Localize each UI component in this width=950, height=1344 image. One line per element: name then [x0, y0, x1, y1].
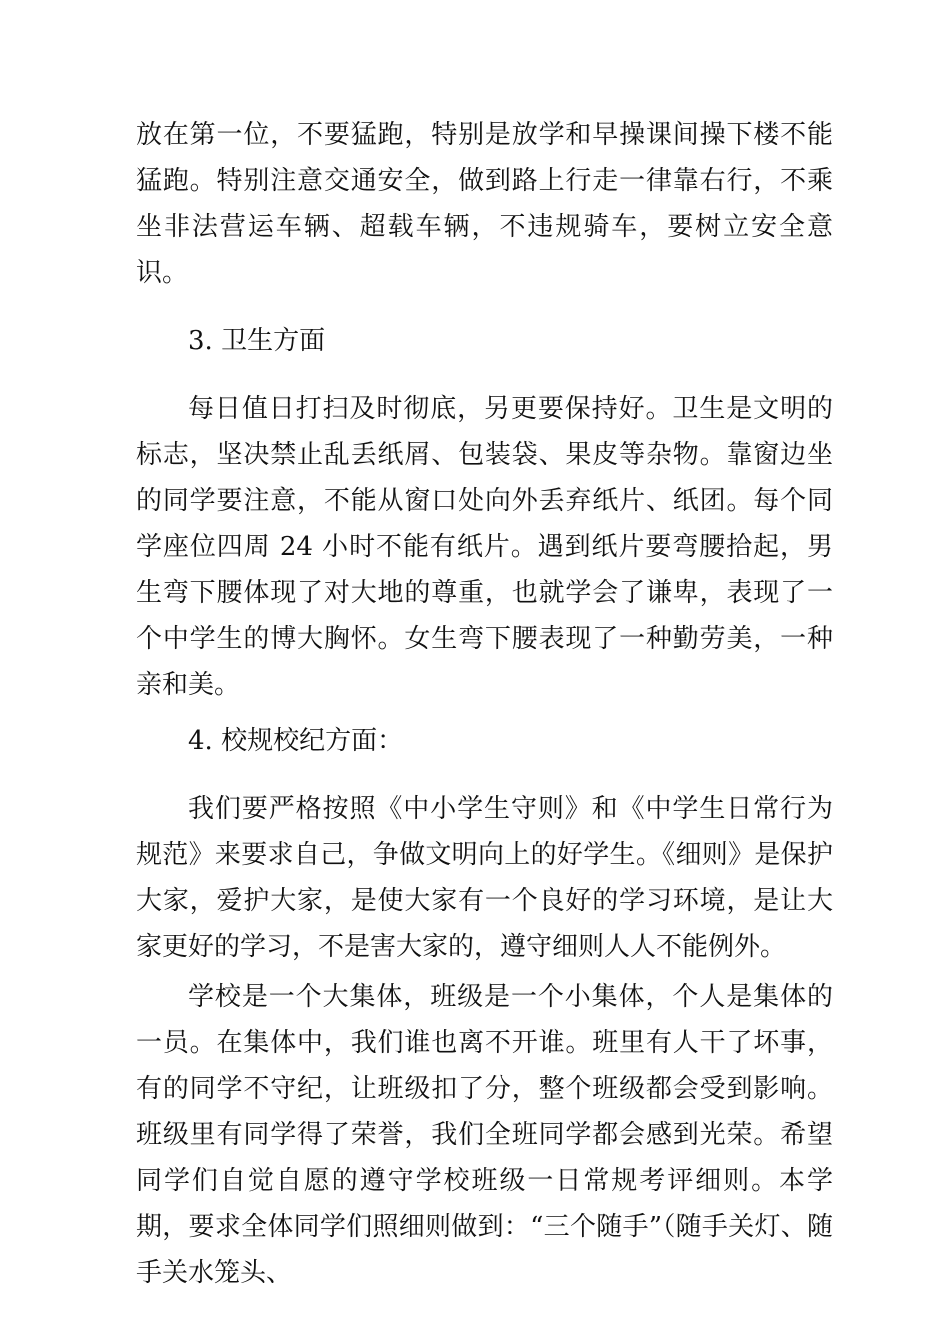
document-page [136, 112, 833, 1296]
paragraph-collective: 学校是一个大集体，班级是一个小集体，个人是集体的一员。在集体中，我们谁也离不开谁。班里有人干了坏事，有的同学不守纪，让班级扣了分，整个班级都会受到影响。班级里有同学得了荣誉，我们全班同学都会感到光荣。希望同学们自觉自愿的遵守学校班级一日常规考评细则。本学期，要求全体同学们照细则做到：“三个随手”（随手关灯、随手关水笼头、 [136, 982, 833, 1288]
spacer [136, 708, 833, 718]
section-heading-school-rules: 4. 校规校纪方面： [188, 726, 404, 756]
paragraph-school-rules: 我们要严格按照《中小学生守则》和《中学生日常行为规范》来要求自己，争做文明向上的好学生。《细则》是保护大家，爱护大家，是使大家有一个良好的学习环境，是让大家更好的学习，不是害大家的，遵守细则人人不能例外。 [136, 794, 833, 962]
paragraph-hygiene: 每日值日打扫及时彻底，另更要保持好。卫生是文明的标志，坚决禁止乱丢纸屑、包装袋、果皮等杂物。靠窗边坐的同学要注意，不能从窗口处向外丢弃纸片、纸团。每个同学座位四周 24 小时不能有纸片。遇到纸片要弯腰拾起，男生弯下腰体现了对大地的尊重，也就学会了谦卑，表现了一个中学生的博大胸怀。女生弯下腰表现了一种勤劳美，一种亲和美。 [136, 394, 833, 700]
paragraph-safety-continuation: 放在第一位，不要猛跑，特别是放学和早操课间操下楼不能猛跑。特别注意交通安全，做到路上行走一律靠右行，不乘坐非法营运车辆、超载车辆，不违规骑车，要树立安全意识。 [136, 120, 833, 288]
spacer [136, 364, 833, 386]
section-heading-hygiene: 3. 卫生方面 [188, 326, 326, 356]
spacer [136, 296, 833, 318]
spacer [136, 764, 833, 786]
